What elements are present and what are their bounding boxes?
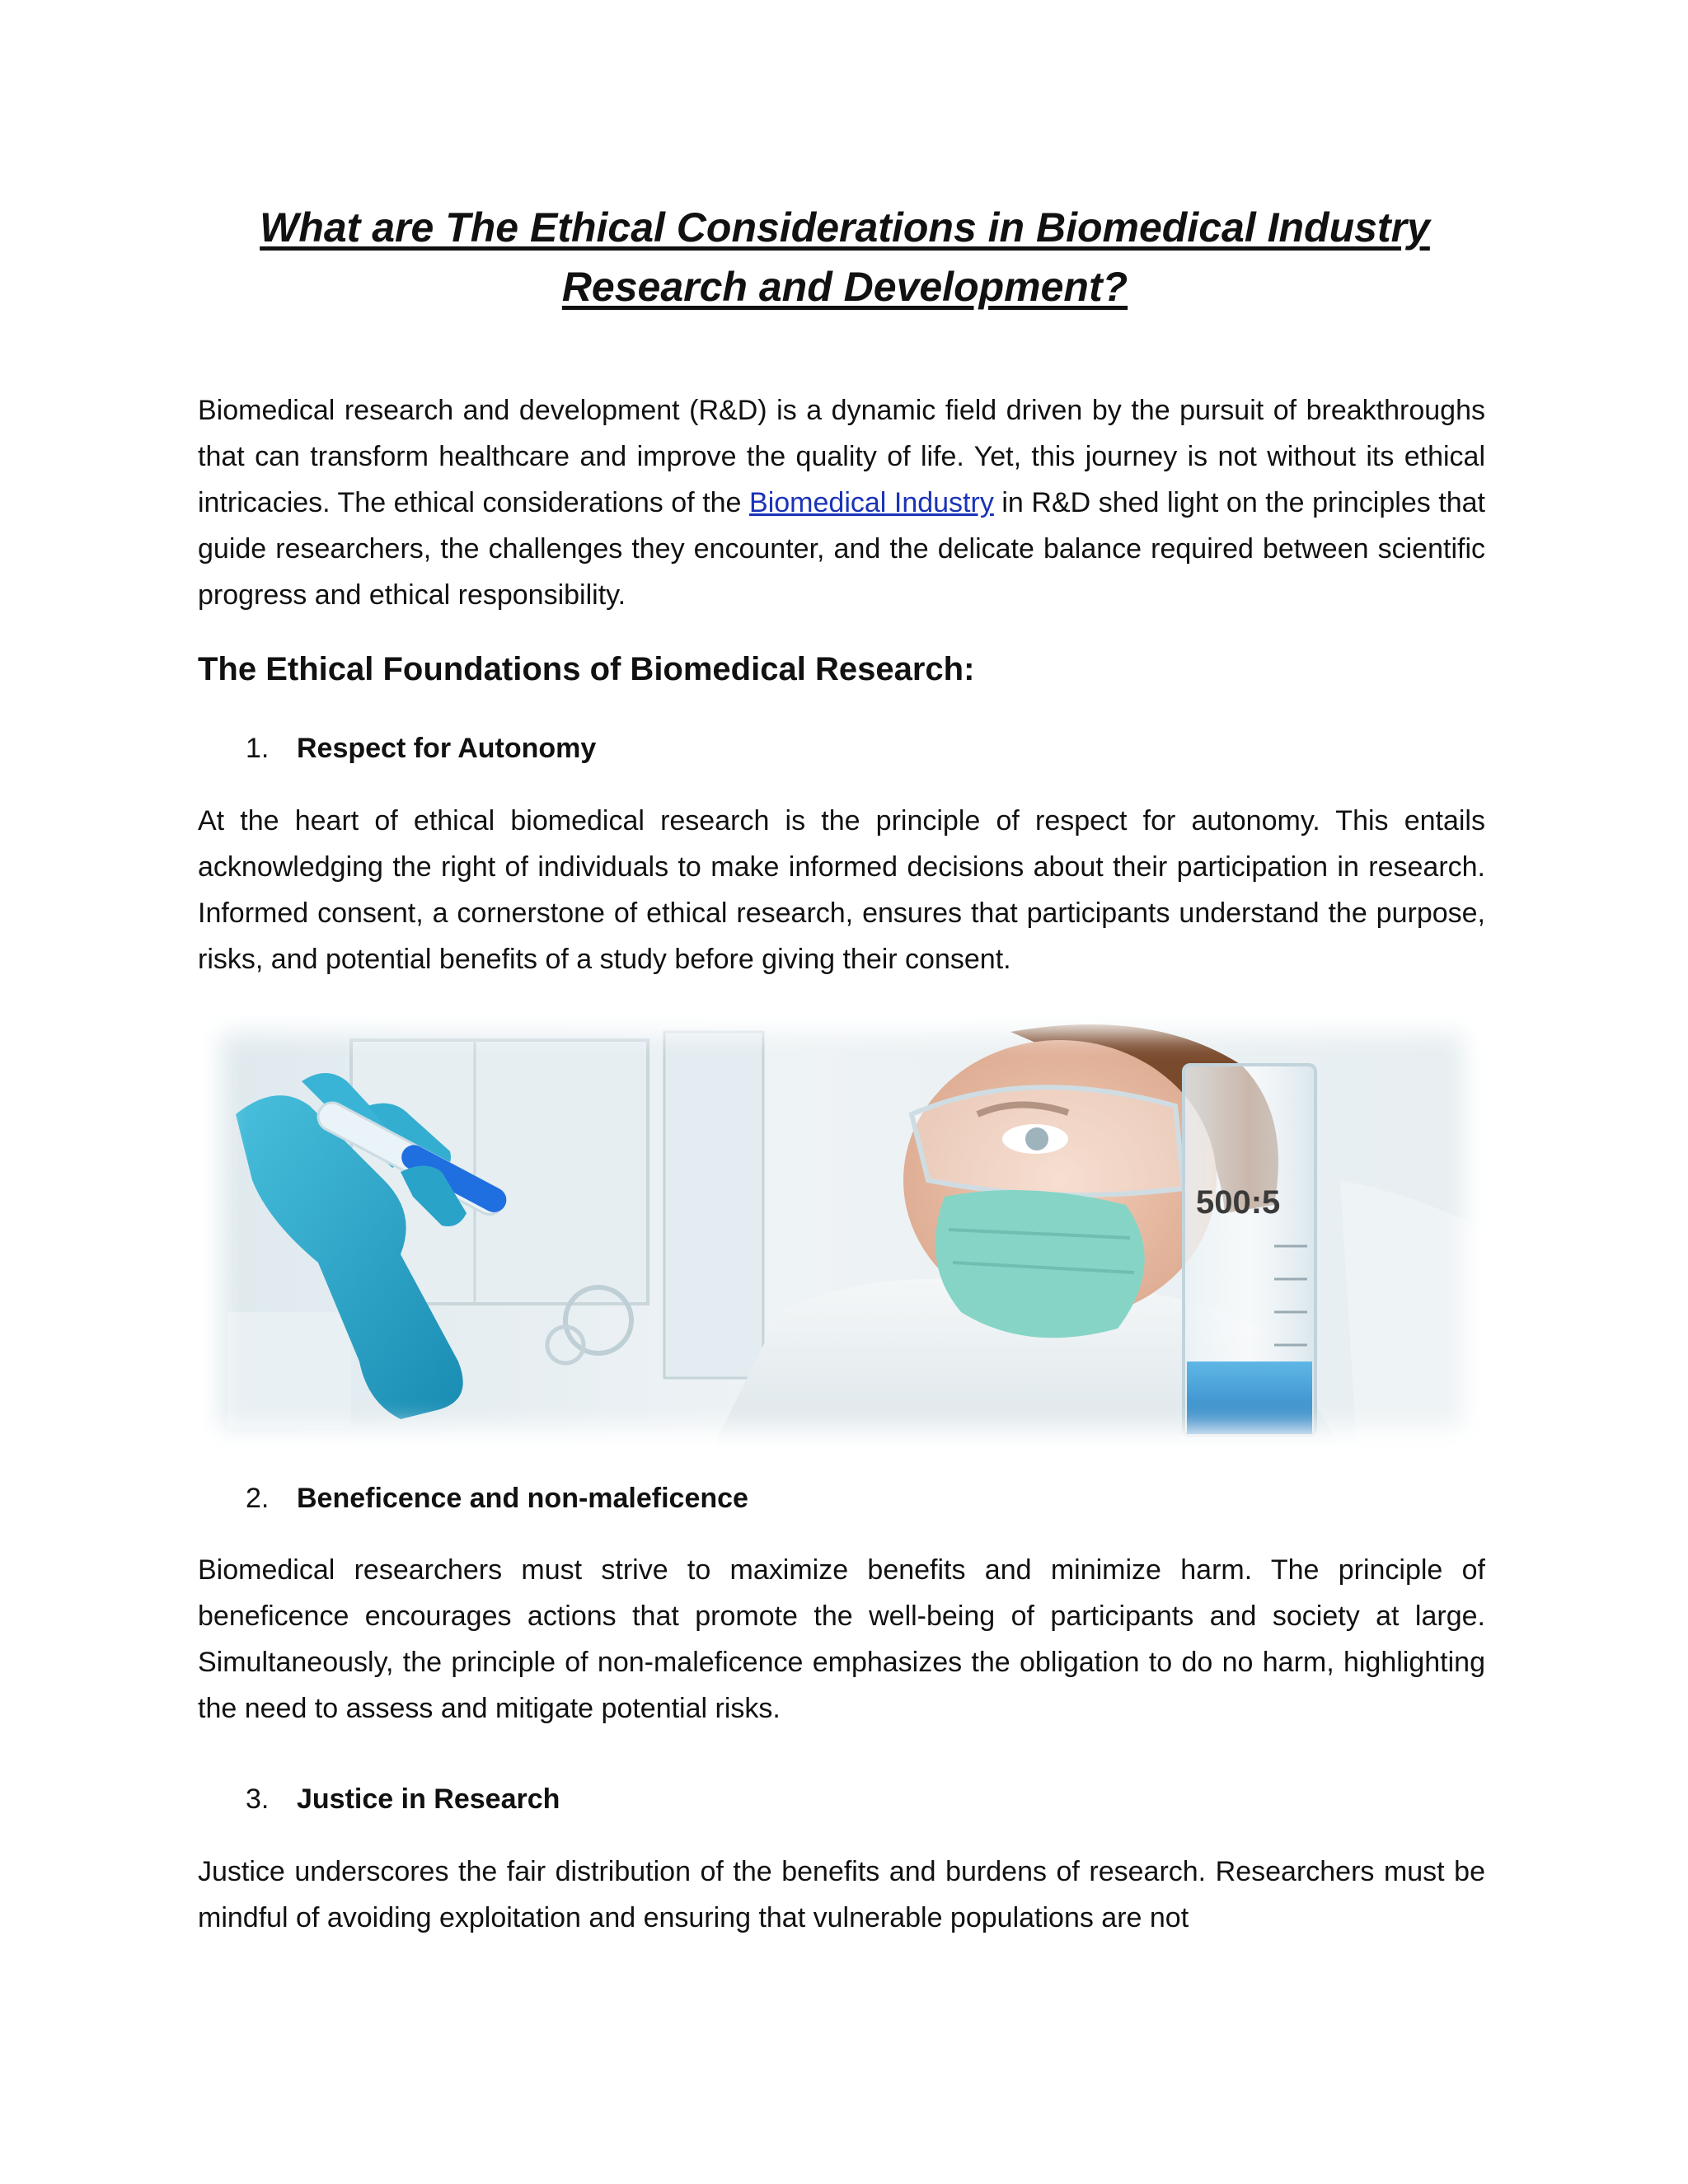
lab-photo-illustration [203,1015,1482,1446]
item-paragraph: At the heart of ethical biomedical research is the principle of respect for autonomy. This entails acknowledging the right of individuals to make informed decisions about their participation in research. Informed consent, a cornerstone of ethical research, ensures that participants understand the purpose, risks, and potential benefits of a study before giving their consent. [198,805,1485,975]
list-number: 3. [246,1783,270,1815]
list-item-heading [246,725,596,771]
item-paragraph: Biomedical researchers must strive to maximize benefits and minimize harm. The principle of beneficence encourages actions that promote the well-being of participants and society at large. Simultaneously, the principle of non-maleficence emphasizes the obligation to do no harm, highlighting the need to assess and mitigate potential risks. [198,1554,1485,1724]
section-heading: The Ethical Foundations of Biomedical Research: [198,651,975,687]
list-number: 1. [246,733,270,764]
list-label: Respect for Autonomy [297,733,597,764]
intro-text-start: Biomedical research and development (R&D) is a dynamic field driven by the pursuit of breakthroughs that can transform healthcare and improve the quality of life. Yet, this journey is not without its ethical intricacies. The ethical considerations of the [198,395,1485,518]
list-label: Justice in Research [297,1783,560,1815]
page-title: What are The Ethical Considerations in Biomedical Industry Research and Development? [260,204,1430,310]
beaker-marking: 500:5 [1196,1184,1281,1221]
item-paragraph: Justice underscores the fair distribution of the benefits and burdens of research. Researchers must be mindful of avoiding exploitation and ensuring that vulnerable populations are not [198,1856,1485,1933]
intro-paragraph [198,387,1485,618]
list-number: 2. [246,1483,270,1514]
biomedical-industry-link[interactable]: Biomedical Industry [749,487,994,518]
list-item-heading [246,1475,748,1521]
lab-researcher-photo [203,1015,1482,1446]
list-label: Beneficence and non-maleficence [297,1483,748,1514]
list-item-heading [246,1776,560,1822]
intro-text-end: in R&D shed light on the principles that guide researchers, the challenges they encounter, and the delicate balance required between scientific progress and ethical responsibility. [198,487,1485,611]
